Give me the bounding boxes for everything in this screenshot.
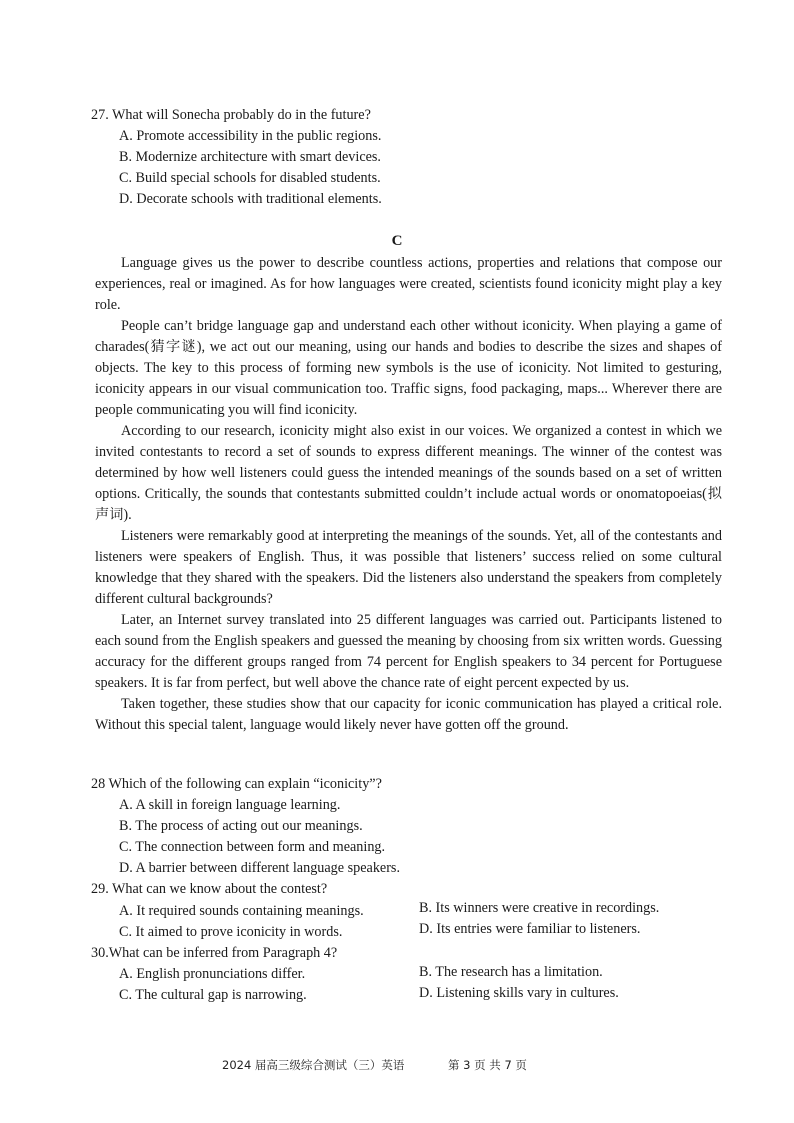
question-29-stem: 29. What can we know about the contest? [91,881,328,897]
question-27-option-b: B. Modernize architecture with smart devices. [119,149,381,165]
question-29-option-d: D. Its entries were familiar to listeners. [419,921,641,937]
passage-paragraph-2: People can’t bridge language gap and understand each other without iconicity. When playing a game of charades(猜字谜), we act out our meaning, using our hands and bodies to describe the sizes and shapes of objects. The key to this process of forming new symbols is the use of iconicity. Not limited to gesturing, iconicity appears in our visual communication too. Traffic signs, food packaging, maps... Wherever there are people communicating you will find iconicity. [95,318,722,418]
question-27-option-a: A. Promote accessibility in the public regions. [119,128,382,144]
question-30-option-b: B. The research has a limitation. [419,964,603,980]
question-30-option-d: D. Listening skills vary in cultures. [419,985,619,1001]
question-28-option-c: C. The connection between form and meaning. [119,839,386,855]
question-28-option-d: D. A barrier between different language speakers. [119,860,401,876]
question-28-option-b: B. The process of acting out our meanings. [119,818,363,834]
question-29-option-a: A. It required sounds containing meanings. [119,903,364,919]
passage-c [95,253,722,736]
passage-paragraph-4: Listeners were remarkably good at interpreting the meanings of the sounds. Yet, all of the contestants and listeners were speakers of English. Thus, it was possible that listeners’ success relied on some cultural knowledge that they shared with the speakers. Did the listeners also understand the speakers from completely different cultural backgrounds? [95,528,722,607]
passage-paragraph-3: According to our research, iconicity might also exist in our voices. We organized a contest in which we invited contestants to record a set of sounds to express different meanings. The winner of the contest was determined by how well listeners could guess the intended meanings of the sounds based on a set of written options. Critically, the sounds that contestants submitted couldn’t include actual words or onomatopoeias(拟声词). [95,423,722,523]
section-title-c: C [391,233,403,249]
question-30-option-a: A. English pronunciations differ. [119,966,306,982]
passage-paragraph-6: Taken together, these studies show that our capacity for iconic communication has played a critical role. Without this special talent, language would likely never have gotten off the ground. [95,696,722,733]
question-29-option-b: B. Its winners were creative in recordings. [419,900,660,916]
passage-paragraph-5: Later, an Internet survey translated into 25 different languages was carried out. Participants listened to each sound from the English speakers and guessed the meaning by choosing from six written words. Guessing accuracy for the different groups ranged from 74 percent for English speakers to 34 percent for Portuguese speakers. It is far from perfect, but well above the chance rate of eight percent expected by us. [95,612,722,691]
question-29-option-c: C. It aimed to prove iconicity in words. [119,924,343,940]
passage-paragraph-1: Language gives us the power to describe countless actions, properties and relations that compose our experiences, real or imagined. As for how languages were created, scientists found iconicity might play a key role. [95,255,722,313]
question-27-stem: 27. What will Sonecha probably do in the future? [91,107,371,123]
question-27-option-c: C. Build special schools for disabled students. [119,170,381,186]
question-27-option-d: D. Decorate schools with traditional elements. [119,191,382,207]
question-30-option-c: C. The cultural gap is narrowing. [119,987,307,1003]
question-28-option-a: A. A skill in foreign language learning. [119,797,341,813]
page-footer [222,1057,527,1073]
question-28-stem: 28 Which of the following can explain “iconicity”? [91,776,382,792]
exam-title: 2024 届高三级综合测试（三）英语 [222,1058,405,1072]
question-30-stem: 30.What can be inferred from Paragraph 4? [91,945,338,961]
page-number: 第 3 页 共 7 页 [448,1058,527,1072]
